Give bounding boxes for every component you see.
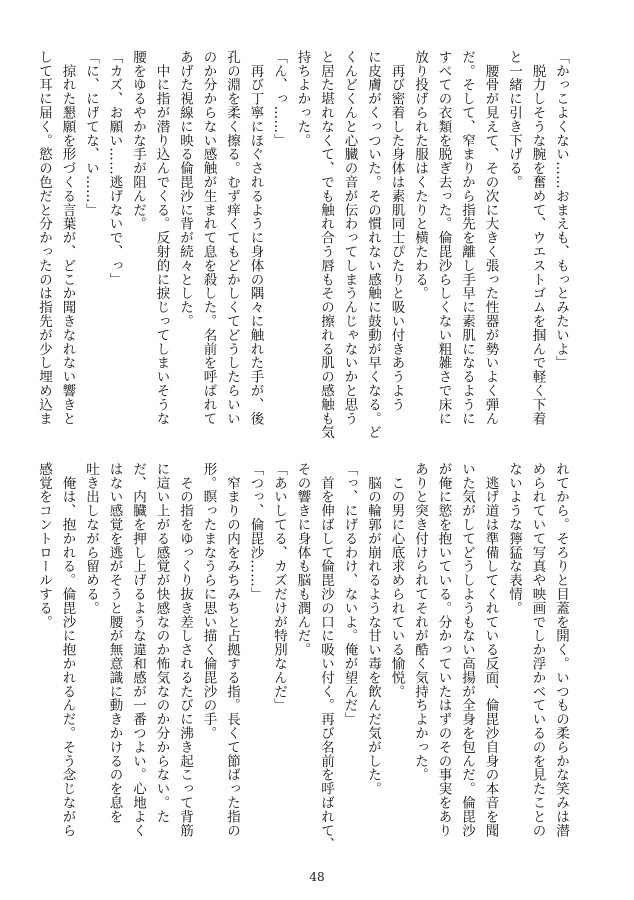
text-line: 脱力しそうな腕を奮めて、ウエストゴムを掴んで軽く下着 xyxy=(529,50,546,426)
text-line: 腰をゆるやかな手が阻んだ。 xyxy=(130,50,146,231)
text-line: 形。瞑ったまなうらに思い描く倫毘沙の手。 xyxy=(200,462,217,740)
text-line: 「カズ、お願い……逃げないで、っ」 xyxy=(106,50,123,287)
text-line: 感覚をコントロールする。 xyxy=(36,462,52,629)
text-line: に這い上がる感覚が快感なのか怖気なのか分からない。た xyxy=(153,462,170,824)
text-line: 放り投げられた服はくたりと横たわる。 xyxy=(412,50,428,301)
text-line: 首を伸ばして倫毘沙の口に吸い付く。再び名前を呼ばれて、 xyxy=(318,462,334,852)
text-line: が俺に慾を抱いている。分かっていたはずのその事実をあり xyxy=(435,462,452,838)
text-line: 中に指が潜り込んでくる。反射的に捩じってしまいそうな xyxy=(153,50,170,426)
text-line: 脳の輪郭が崩れるような甘い毒を飲んだ気がした。 xyxy=(365,462,381,796)
lower-text-block xyxy=(36,462,572,854)
text-line: 「かっこよくない……おまえも、もっとみたいよ」 xyxy=(553,50,569,370)
text-line: れてから。そろりと目蓋を開く。いつもの柔らかな笑みは潜 xyxy=(553,462,569,838)
text-line: 再び丁寧にほぐされるように身体の隅々に触れた手が、後 xyxy=(247,50,264,426)
text-line: その指をゆっくり抜き差しされるたびに沸き起こって背筋 xyxy=(177,462,193,838)
text-line: この男に心底求められている愉悦。 xyxy=(388,462,405,699)
text-line: その響きに身体も脳も潤んだ。 xyxy=(294,462,311,657)
text-line: められていて写真や映画でしか浮かべているのを見たことの xyxy=(529,462,546,838)
text-line: と居た堪れなくて、でも触れ合う唇もその擦れる肌の感触も気 xyxy=(318,50,334,440)
text-line: 孔の淵を柔く擦る。むず痒くてもどかしくてどうしたらいい xyxy=(224,50,240,426)
text-line: 再び密着した身体は素肌同士ぴたりと吸い付きあうよう xyxy=(388,50,405,412)
text-line: 吐き出しながら留める。 xyxy=(83,462,99,615)
text-line: 逃げ道は準備してくれている反面、倫毘沙自身の本音を聞 xyxy=(482,462,499,838)
text-line: 腰骨が見えて、その次に大きく張った性器が勢いよく弾ん xyxy=(482,50,499,426)
text-line: 窄まりの内をみちみちと占拠する指。長くて節ばった指の xyxy=(224,462,240,838)
text-line: 「に、にげてな、い……」 xyxy=(83,50,99,217)
text-line: だ。そして、窄まりから指先を離し手早に素肌になるように xyxy=(459,50,475,426)
text-line: 「つっ、倫毘沙……」 xyxy=(247,462,264,601)
text-line: 俺は、抱かれる。倫毘沙に抱かれるんだ。そう念じながら xyxy=(59,462,76,838)
text-line: ないような獰猛な表情。 xyxy=(506,462,522,615)
text-line: に皮膚がくっついた。その慣れない感触に鼓動が早くなる。ど xyxy=(365,50,381,440)
upper-text-block xyxy=(36,50,572,442)
text-line: 持ちよかった。 xyxy=(294,50,311,148)
text-line: すべての衣類を脱ぎ去った。倫毘沙らしくない粗雑さで床に xyxy=(435,50,452,426)
text-line: だ、内臓を押し上げるような違和感が一番つよい。心地よく xyxy=(130,462,146,838)
text-line: 掠れた懇願を形づくる言葉が、どこか聞きなれない響きと xyxy=(59,50,76,426)
text-line: と一緒に引き下げる。 xyxy=(506,50,522,189)
text-line: して耳に届く。慾の色だと分かったのは指先が少し埋め込ま xyxy=(36,50,52,426)
text-line: はない感覚を逃がそうと腰が無意識に動きかけるのを息を xyxy=(106,462,123,824)
text-line: くんどくんと心臓の音が伝わってしまうんじゃないかと思う xyxy=(341,50,358,426)
text-line: 「あいしてる、カズだけが特別なんだ」 xyxy=(271,462,287,713)
page-number: 48 xyxy=(309,870,325,884)
text-line: 「ん、っ……」 xyxy=(271,50,287,148)
text-line: あげた視線に映る倫毘沙に背が続々とした。 xyxy=(177,50,193,328)
text-line: いた気がしてどうしようもない高揚が全身を包んだ。倫毘沙 xyxy=(459,462,475,838)
text-line: ありと突き付けられてそれが酷く気持ちよかった。 xyxy=(412,462,428,782)
text-line: 「っ、にげるわけ、ないよ。俺が望んだ」 xyxy=(341,462,358,727)
text-line: のか分からない感触が生まれて息を殺した。名前を呼ばれて xyxy=(200,50,217,426)
